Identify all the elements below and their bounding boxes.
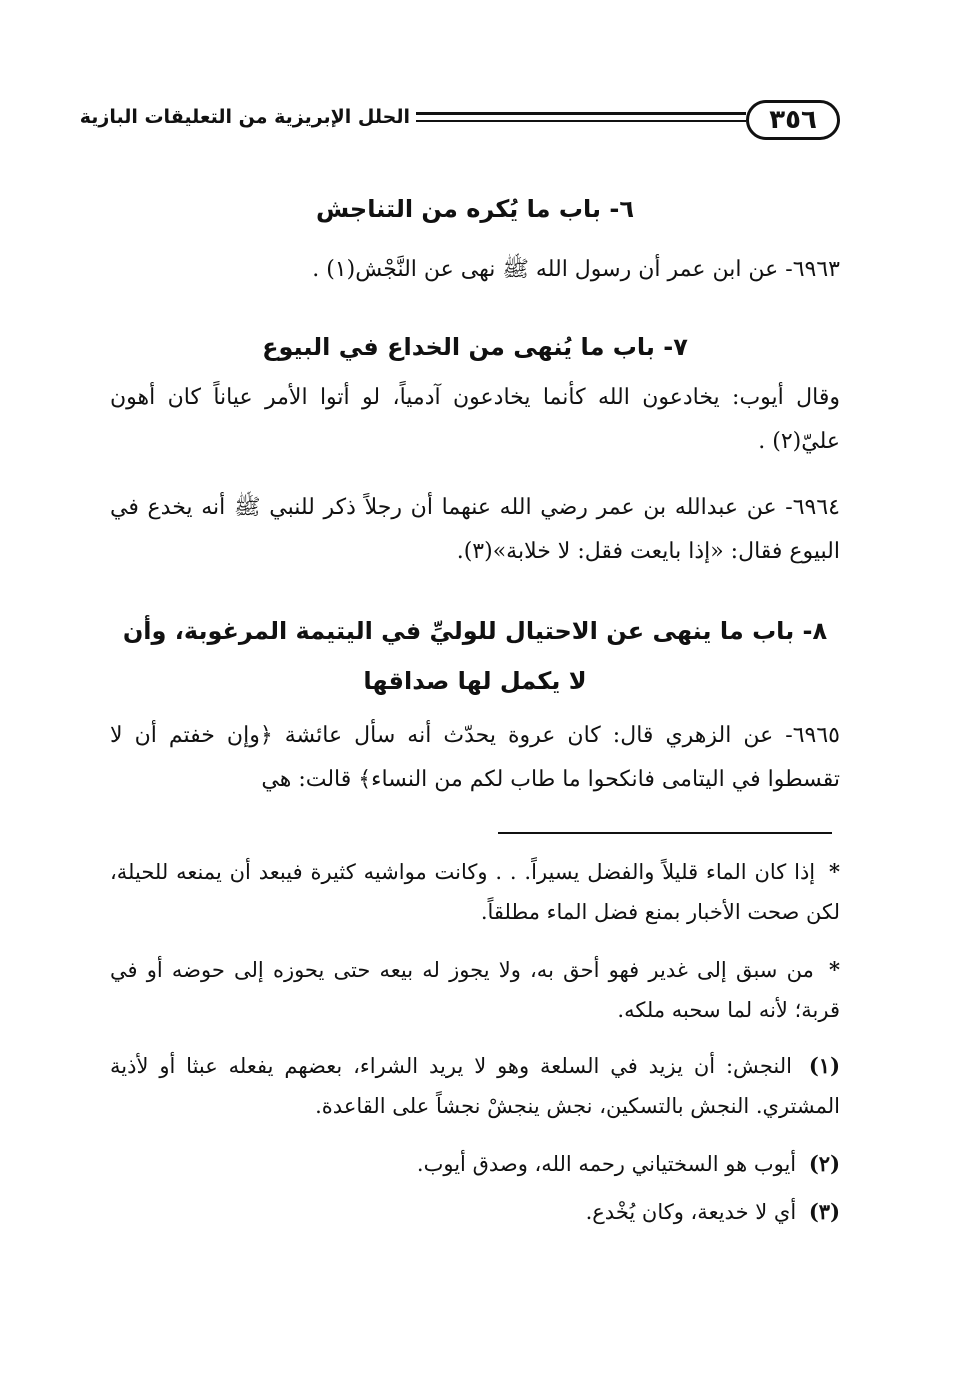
footnote-text: النجش: أن يزيد في السلعة وهو لا يريد الشراء، بعضهم يفعله عبثا أو لأذية المشتري. النجش بالتسكين، نجش ينجشْ نجشاً على القاعدة. — [110, 1054, 840, 1118]
book-title: الحلل الإبريزية من التعليقات البازية — [79, 106, 410, 128]
footnote-marker: * — [829, 859, 840, 884]
footnote-3 — [110, 1192, 840, 1232]
section-heading-6: ٦- باب ما يُكره من التناجش — [316, 195, 634, 223]
section-heading-7: ٧- باب ما يُنهى من الخداع في البيوع — [262, 333, 688, 361]
hadith-6963: ٦٩٦٣- عن ابن عمر أن رسول الله ﷺ نهى عن النَّجْش(١) . — [312, 257, 840, 282]
footnote-note-1 — [110, 852, 840, 932]
footnote-1 — [110, 1046, 840, 1126]
header-rule-thin — [416, 120, 746, 122]
page-number: ٣٥٦ — [746, 100, 840, 140]
footnote-marker: (١) — [808, 1053, 840, 1078]
footnote-marker: (٢) — [808, 1151, 840, 1176]
footnote-marker: (٣) — [808, 1199, 840, 1224]
footnote-text: أيوب هو السختياني رحمه الله، وصدق أيوب. — [416, 1152, 797, 1176]
footnote-text: أي لا خديعة، وكان يُخْدع. — [585, 1200, 797, 1224]
page-header — [79, 100, 840, 150]
footnote-marker: * — [829, 957, 840, 982]
footnote-note-2 — [110, 950, 840, 1030]
ayyub-quote: وقال أيوب: يخادعون الله كأنما يخادعون آدمياً، لو أتوا الأمر عياناً كان أهون عليّ(٢) . — [110, 385, 840, 454]
section-heading-8: ٨- باب ما ينهى عن الاحتيال للوليِّ في اليتيمة المرغوبة، وأن لا يكمل لها صداقها — [122, 617, 828, 695]
footnote-separator — [498, 832, 832, 834]
footnote-text: إذا كان الماء قليلاً والفضل يسيراً. . . وكانت مواشيه كثيرة فيبعد أن يمنعه للحيلة، لكن صحت الأخبار بمنع فضل الماء مطلقاً. — [110, 860, 840, 924]
header-rule — [416, 112, 746, 115]
hadith-6965: ٦٩٦٥- عن الزهري قال: كان عروة يحدّث أنه سأل عائشة ﴿وإن خفتم أن لا تقسطوا في اليتامى فانكحوا ما طاب لكم من النساء﴾ قالت: هي — [110, 723, 840, 792]
footnote-2 — [110, 1144, 840, 1184]
footnote-text: من سبق إلى غدير فهو أحق به، ولا يجوز له بيعه حتى يحوزه إلى حوضه أو في قربة؛ لأنه لما سحبه ملكه. — [110, 958, 840, 1022]
hadith-6964: ٦٩٦٤- عن عبدالله بن عمر رضي الله عنهما أن رجلاً ذكر للنبي ﷺ أنه يخدع في البيوع فقال: «إذا بايعت فقل: لا خلابة»(٣). — [110, 495, 840, 564]
